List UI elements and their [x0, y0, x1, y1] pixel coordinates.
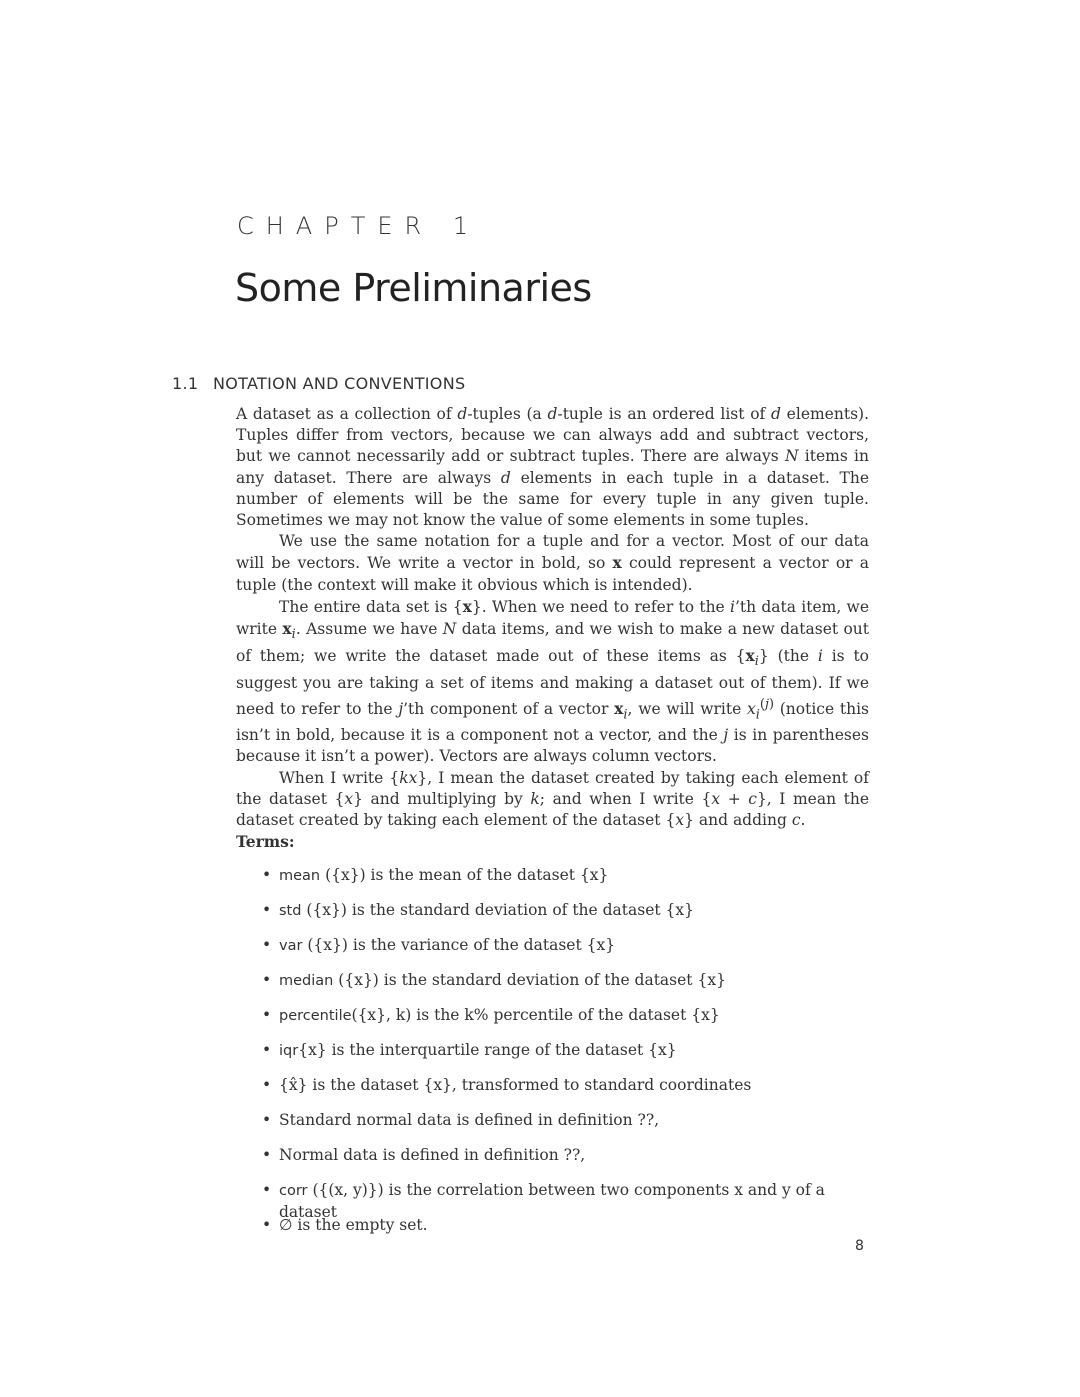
bullet-icon: • — [262, 1180, 272, 1199]
list-item — [236, 1180, 869, 1221]
chapter-title: Some Preliminaries — [235, 266, 592, 310]
section-title: NOTATION AND CONVENTIONS — [213, 374, 466, 393]
list-item — [236, 1075, 869, 1110]
term-name: var — [279, 937, 303, 954]
paragraph-4: When I write {kx}, I mean the dataset created by taking each element of the dataset {x} and multiplying by k; and when I write {x + c}, I mean the dataset created by taking each element of the dataset {x} and adding c. — [236, 768, 870, 830]
term-name: iqr — [279, 1042, 299, 1059]
term-text: {x} is the interquartile range of the dataset {x} — [298, 1040, 677, 1059]
page-number: 8 — [855, 1238, 864, 1254]
bullet-icon: • — [262, 900, 272, 919]
paragraph-1: A dataset as a collection of d-tuples (a d-tuple is an ordered list of d elements). Tuples differ from vectors, because we can always add and subtract vectors, but we cannot necessarily add or subtract tuples. There are always N items in any dataset. There are always d elements in each tuple in a dataset. The number of elements will be the same for every tuple in any given tuple. Sometimes we may not know the value of some elements in some tuples. — [236, 405, 869, 530]
list-item — [236, 900, 869, 935]
term-text: ({(x, y)}) is the correlation between two components x and y of a dataset — [279, 1180, 825, 1221]
terms-list — [236, 865, 869, 1250]
terms-heading: Terms: — [236, 832, 295, 852]
bullet-icon: • — [262, 1215, 272, 1234]
list-item — [236, 935, 869, 970]
body-text — [236, 404, 869, 1250]
list-item — [236, 1215, 869, 1250]
term-text: Standard normal data is defined in definition ??, — [279, 1110, 660, 1129]
term-text: ({x}) is the mean of the dataset {x} — [325, 865, 609, 884]
term-name: std — [279, 902, 302, 919]
term-name: mean — [279, 867, 321, 884]
bullet-icon: • — [262, 865, 272, 884]
section-number: 1.1 — [172, 374, 199, 393]
bullet-icon: • — [262, 1005, 272, 1024]
bullet-icon: • — [262, 935, 272, 954]
chapter-label: CHAPTER 1 — [237, 212, 481, 240]
term-name: median — [279, 972, 334, 989]
bullet-icon: • — [262, 970, 272, 989]
list-item — [236, 1110, 869, 1145]
term-text: ({x}) is the variance of the dataset {x} — [307, 935, 616, 954]
term-text: ∅ is the empty set. — [279, 1215, 428, 1234]
term-text: ({x}) is the standard deviation of the dataset {x} — [338, 970, 726, 989]
term-text: ({x}) is the standard deviation of the dataset {x} — [306, 900, 695, 919]
list-item — [236, 1005, 869, 1040]
bullet-icon: • — [262, 1110, 272, 1129]
paragraph-3: The entire data set is {x}. When we need to refer to the i’th data item, we write $x_i$. Assume we have N data items, and we wish to make a new dataset out of them; we write the dataset made out of these items as $\{x_i\}$ (the i is to suggest you are taking a set of items and making a dataset out of them). If we need to refer to the j’th component of a vector $x_i$, we will write $x_i^{(j)}$ (notice this isn’t in bold, because it is a component not a vector, and the j is in parentheses because it isn’t a power). Vectors are always column vectors. — [236, 596, 870, 766]
list-item — [236, 1145, 869, 1180]
paragraph-2: We use the same notation for a tuple and for a vector. Most of our data will be vectors. We write a vector in bold, so x could represent a vector or a tuple (the context will make it obvious which is intended). — [236, 532, 869, 594]
list-item — [236, 865, 869, 900]
term-text: ({x}, k) is the k% percentile of the dataset {x} — [351, 1005, 720, 1024]
term-text: {x̂} is the dataset {x}, transformed to standard coordinates — [279, 1075, 752, 1094]
term-name: corr — [279, 1182, 308, 1199]
list-item — [236, 970, 869, 1005]
term-text: Normal data is defined in definition ??, — [279, 1145, 586, 1164]
section-heading — [172, 374, 465, 393]
bullet-icon: • — [262, 1075, 272, 1094]
bullet-icon: • — [262, 1145, 272, 1164]
bullet-icon: • — [262, 1040, 272, 1059]
list-item — [236, 1040, 869, 1075]
term-name: percentile — [279, 1007, 352, 1024]
